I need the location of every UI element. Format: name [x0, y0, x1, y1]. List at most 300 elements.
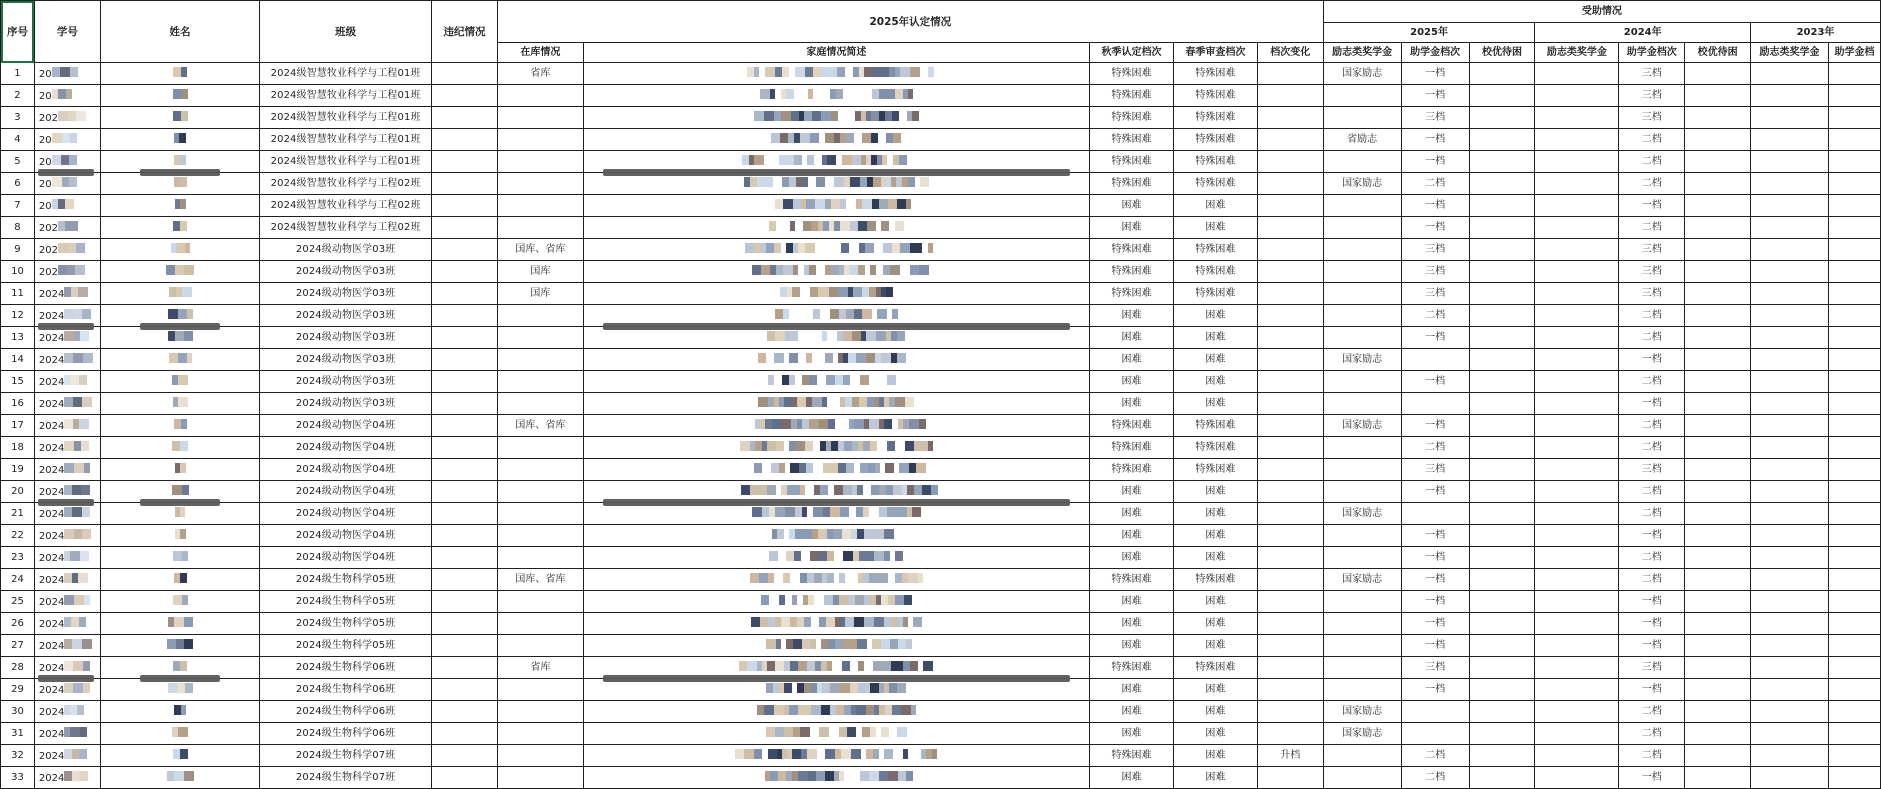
- cell-spring-level[interactable]: 困难: [1173, 327, 1257, 349]
- cell-seq[interactable]: 26: [1, 613, 35, 635]
- cell-2025-scholarship[interactable]: [1323, 283, 1401, 305]
- cell-spring-level[interactable]: 困难: [1173, 679, 1257, 701]
- table-row[interactable]: [1, 635, 1881, 657]
- cell-library-status[interactable]: 国库: [497, 283, 583, 305]
- cell-2023-grant-level[interactable]: [1828, 327, 1880, 349]
- cell-2024-scholarship[interactable]: [1535, 459, 1619, 481]
- cell-fall-level[interactable]: 困难: [1090, 195, 1174, 217]
- cell-fall-level[interactable]: 困难: [1090, 305, 1174, 327]
- cell-2024-scholarship[interactable]: [1535, 415, 1619, 437]
- cell-fall-level[interactable]: 困难: [1090, 679, 1174, 701]
- cell-discipline[interactable]: [432, 613, 498, 635]
- cell-level-change[interactable]: [1257, 635, 1323, 657]
- cell-2024-school-aid[interactable]: [1685, 723, 1751, 745]
- header-2025-scholarship[interactable]: 励志类奖学金: [1323, 43, 1401, 63]
- cell-class[interactable]: 2024级动物医学03班: [260, 327, 432, 349]
- cell-name[interactable]: [100, 283, 259, 305]
- cell-discipline[interactable]: [432, 349, 498, 371]
- cell-2025-grant-level[interactable]: 一档: [1401, 217, 1469, 239]
- table-row[interactable]: [1, 569, 1881, 591]
- cell-fall-level[interactable]: 困难: [1090, 723, 1174, 745]
- cell-2023-grant-level[interactable]: [1828, 657, 1880, 679]
- cell-2023-scholarship[interactable]: [1751, 151, 1829, 173]
- cell-2023-scholarship[interactable]: [1751, 371, 1829, 393]
- cell-library-status[interactable]: [497, 547, 583, 569]
- cell-family-description[interactable]: [583, 327, 1089, 349]
- cell-fall-level[interactable]: 困难: [1090, 481, 1174, 503]
- cell-library-status[interactable]: [497, 591, 583, 613]
- cell-2024-scholarship[interactable]: [1535, 283, 1619, 305]
- table-row[interactable]: [1, 371, 1881, 393]
- cell-2024-school-aid[interactable]: [1685, 217, 1751, 239]
- table-row[interactable]: [1, 701, 1881, 723]
- cell-discipline[interactable]: [432, 239, 498, 261]
- cell-name[interactable]: [100, 679, 259, 701]
- cell-discipline[interactable]: [432, 107, 498, 129]
- cell-2024-grant-level[interactable]: 一档: [1619, 349, 1685, 371]
- cell-library-status[interactable]: [497, 613, 583, 635]
- cell-class[interactable]: 2024级生物科学07班: [260, 745, 432, 767]
- cell-2025-school-aid[interactable]: [1469, 767, 1535, 789]
- cell-2025-grant-level[interactable]: 一档: [1401, 327, 1469, 349]
- cell-name[interactable]: [100, 107, 259, 129]
- cell-2024-scholarship[interactable]: [1535, 569, 1619, 591]
- cell-2025-school-aid[interactable]: [1469, 327, 1535, 349]
- cell-2023-scholarship[interactable]: [1751, 129, 1829, 151]
- cell-2024-scholarship[interactable]: [1535, 613, 1619, 635]
- cell-level-change[interactable]: [1257, 569, 1323, 591]
- cell-2023-grant-level[interactable]: [1828, 173, 1880, 195]
- cell-2025-grant-level[interactable]: 二档: [1401, 437, 1469, 459]
- cell-name[interactable]: [100, 503, 259, 525]
- cell-2024-school-aid[interactable]: [1685, 85, 1751, 107]
- cell-2025-school-aid[interactable]: [1469, 63, 1535, 85]
- cell-2025-scholarship[interactable]: [1323, 635, 1401, 657]
- cell-2025-grant-level[interactable]: [1401, 701, 1469, 723]
- cell-2025-grant-level[interactable]: [1401, 503, 1469, 525]
- cell-seq[interactable]: 13: [1, 327, 35, 349]
- cell-family-description[interactable]: [583, 63, 1089, 85]
- cell-2023-scholarship[interactable]: [1751, 85, 1829, 107]
- cell-2025-scholarship[interactable]: [1323, 393, 1401, 415]
- cell-class[interactable]: 2024级智慧牧业科学与工程01班: [260, 63, 432, 85]
- cell-student-id[interactable]: 20: [34, 151, 100, 173]
- cell-spring-level[interactable]: 困难: [1173, 547, 1257, 569]
- cell-library-status[interactable]: 国库、省库: [497, 569, 583, 591]
- cell-seq[interactable]: 22: [1, 525, 35, 547]
- cell-level-change[interactable]: [1257, 107, 1323, 129]
- cell-fall-level[interactable]: 特殊困难: [1090, 129, 1174, 151]
- cell-2024-school-aid[interactable]: [1685, 613, 1751, 635]
- cell-discipline[interactable]: [432, 327, 498, 349]
- cell-seq[interactable]: 2: [1, 85, 35, 107]
- cell-level-change[interactable]: [1257, 173, 1323, 195]
- cell-2025-school-aid[interactable]: [1469, 195, 1535, 217]
- cell-name[interactable]: [100, 613, 259, 635]
- cell-library-status[interactable]: [497, 217, 583, 239]
- header-2024-grant-level[interactable]: 助学金档次: [1619, 43, 1685, 63]
- cell-library-status[interactable]: [497, 701, 583, 723]
- cell-family-description[interactable]: [583, 173, 1089, 195]
- cell-2024-school-aid[interactable]: [1685, 261, 1751, 283]
- cell-2024-grant-level[interactable]: 三档: [1619, 459, 1685, 481]
- header-2024-school-aid[interactable]: 校优待困: [1685, 43, 1751, 63]
- cell-spring-level[interactable]: 特殊困难: [1173, 63, 1257, 85]
- cell-name[interactable]: [100, 63, 259, 85]
- cell-family-description[interactable]: [583, 217, 1089, 239]
- cell-2023-grant-level[interactable]: [1828, 591, 1880, 613]
- cell-2025-scholarship[interactable]: [1323, 657, 1401, 679]
- cell-class[interactable]: 2024级动物医学03班: [260, 371, 432, 393]
- cell-2025-scholarship[interactable]: 国家励志: [1323, 173, 1401, 195]
- header-level-change[interactable]: 档次变化: [1257, 43, 1323, 63]
- cell-2023-grant-level[interactable]: [1828, 371, 1880, 393]
- cell-2024-scholarship[interactable]: [1535, 195, 1619, 217]
- cell-student-id[interactable]: 2024: [34, 635, 100, 657]
- cell-family-description[interactable]: [583, 503, 1089, 525]
- cell-2024-school-aid[interactable]: [1685, 459, 1751, 481]
- cell-2025-grant-level[interactable]: 一档: [1401, 635, 1469, 657]
- cell-class[interactable]: 2024级动物医学04班: [260, 459, 432, 481]
- cell-2023-scholarship[interactable]: [1751, 283, 1829, 305]
- cell-2024-school-aid[interactable]: [1685, 371, 1751, 393]
- cell-2025-scholarship[interactable]: [1323, 195, 1401, 217]
- cell-2025-school-aid[interactable]: [1469, 547, 1535, 569]
- cell-2023-grant-level[interactable]: [1828, 217, 1880, 239]
- cell-class[interactable]: 2024级动物医学03班: [260, 261, 432, 283]
- header-2025-school-aid[interactable]: 校优待困: [1469, 43, 1535, 63]
- cell-spring-level[interactable]: 特殊困难: [1173, 459, 1257, 481]
- cell-library-status[interactable]: [497, 437, 583, 459]
- cell-family-description[interactable]: [583, 371, 1089, 393]
- cell-level-change[interactable]: [1257, 393, 1323, 415]
- cell-class[interactable]: 2024级生物科学06班: [260, 679, 432, 701]
- header-aid-group[interactable]: 受助情况: [1323, 1, 1880, 23]
- cell-fall-level[interactable]: 特殊困难: [1090, 151, 1174, 173]
- cell-class[interactable]: 2024级生物科学06班: [260, 657, 432, 679]
- cell-discipline[interactable]: [432, 151, 498, 173]
- cell-2024-scholarship[interactable]: [1535, 151, 1619, 173]
- cell-seq[interactable]: 10: [1, 261, 35, 283]
- cell-class[interactable]: 2024级生物科学05班: [260, 569, 432, 591]
- cell-family-description[interactable]: [583, 437, 1089, 459]
- cell-spring-level[interactable]: 特殊困难: [1173, 569, 1257, 591]
- cell-2023-scholarship[interactable]: [1751, 723, 1829, 745]
- cell-fall-level[interactable]: 特殊困难: [1090, 173, 1174, 195]
- cell-student-id[interactable]: 2024: [34, 745, 100, 767]
- cell-spring-level[interactable]: 困难: [1173, 613, 1257, 635]
- table-row[interactable]: [1, 129, 1881, 151]
- cell-2025-scholarship[interactable]: [1323, 437, 1401, 459]
- cell-2025-scholarship[interactable]: 国家励志: [1323, 503, 1401, 525]
- cell-class[interactable]: 2024级生物科学05班: [260, 591, 432, 613]
- cell-name[interactable]: [100, 195, 259, 217]
- cell-2024-grant-level[interactable]: 二档: [1619, 745, 1685, 767]
- header-year-2023[interactable]: 2023年: [1751, 23, 1881, 43]
- cell-discipline[interactable]: [432, 767, 498, 789]
- header-student-id[interactable]: 学号: [34, 1, 100, 63]
- cell-2024-grant-level[interactable]: 二档: [1619, 481, 1685, 503]
- cell-seq[interactable]: 6: [1, 173, 35, 195]
- cell-family-description[interactable]: [583, 635, 1089, 657]
- cell-2025-school-aid[interactable]: [1469, 415, 1535, 437]
- cell-level-change[interactable]: [1257, 767, 1323, 789]
- cell-2023-scholarship[interactable]: [1751, 217, 1829, 239]
- cell-fall-level[interactable]: 困难: [1090, 503, 1174, 525]
- cell-seq[interactable]: 11: [1, 283, 35, 305]
- cell-library-status[interactable]: [497, 745, 583, 767]
- cell-2024-school-aid[interactable]: [1685, 107, 1751, 129]
- table-row[interactable]: [1, 195, 1881, 217]
- cell-name[interactable]: [100, 349, 259, 371]
- cell-2025-scholarship[interactable]: [1323, 305, 1401, 327]
- cell-family-description[interactable]: [583, 525, 1089, 547]
- cell-2024-scholarship[interactable]: [1535, 525, 1619, 547]
- cell-spring-level[interactable]: 困难: [1173, 591, 1257, 613]
- cell-2024-grant-level[interactable]: 二档: [1619, 173, 1685, 195]
- cell-2024-grant-level[interactable]: 二档: [1619, 723, 1685, 745]
- cell-library-status[interactable]: [497, 679, 583, 701]
- cell-2024-school-aid[interactable]: [1685, 283, 1751, 305]
- cell-level-change[interactable]: [1257, 305, 1323, 327]
- cell-discipline[interactable]: [432, 547, 498, 569]
- cell-2025-school-aid[interactable]: [1469, 745, 1535, 767]
- cell-student-id[interactable]: 2024: [34, 459, 100, 481]
- cell-2023-scholarship[interactable]: [1751, 107, 1829, 129]
- cell-level-change[interactable]: [1257, 283, 1323, 305]
- table-row[interactable]: [1, 525, 1881, 547]
- cell-2023-grant-level[interactable]: [1828, 767, 1880, 789]
- cell-2024-scholarship[interactable]: [1535, 217, 1619, 239]
- cell-2024-scholarship[interactable]: [1535, 591, 1619, 613]
- cell-2024-school-aid[interactable]: [1685, 767, 1751, 789]
- cell-library-status[interactable]: [497, 525, 583, 547]
- cell-2024-grant-level[interactable]: 二档: [1619, 437, 1685, 459]
- cell-2024-grant-level[interactable]: 三档: [1619, 63, 1685, 85]
- cell-name[interactable]: [100, 569, 259, 591]
- cell-2024-scholarship[interactable]: [1535, 635, 1619, 657]
- cell-class[interactable]: 2024级生物科学06班: [260, 701, 432, 723]
- cell-library-status[interactable]: [497, 85, 583, 107]
- cell-seq[interactable]: 5: [1, 151, 35, 173]
- cell-name[interactable]: [100, 85, 259, 107]
- cell-discipline[interactable]: [432, 481, 498, 503]
- cell-2023-scholarship[interactable]: [1751, 415, 1829, 437]
- header-class[interactable]: 班级: [260, 1, 432, 63]
- cell-2024-scholarship[interactable]: [1535, 305, 1619, 327]
- cell-fall-level[interactable]: 困难: [1090, 591, 1174, 613]
- cell-2024-scholarship[interactable]: [1535, 701, 1619, 723]
- header-spring-level[interactable]: 春季审查档次: [1173, 43, 1257, 63]
- cell-2025-school-aid[interactable]: [1469, 305, 1535, 327]
- cell-2024-grant-level[interactable]: 二档: [1619, 503, 1685, 525]
- cell-2025-grant-level[interactable]: 三档: [1401, 459, 1469, 481]
- cell-2024-grant-level[interactable]: 二档: [1619, 569, 1685, 591]
- cell-2024-scholarship[interactable]: [1535, 481, 1619, 503]
- cell-2023-scholarship[interactable]: [1751, 525, 1829, 547]
- cell-2023-scholarship[interactable]: [1751, 195, 1829, 217]
- cell-2025-scholarship[interactable]: 省励志: [1323, 129, 1401, 151]
- cell-library-status[interactable]: 国库、省库: [497, 415, 583, 437]
- cell-class[interactable]: 2024级生物科学06班: [260, 723, 432, 745]
- cell-discipline[interactable]: [432, 591, 498, 613]
- cell-fall-level[interactable]: 困难: [1090, 635, 1174, 657]
- cell-2024-school-aid[interactable]: [1685, 239, 1751, 261]
- cell-2025-grant-level[interactable]: 一档: [1401, 481, 1469, 503]
- cell-2024-scholarship[interactable]: [1535, 261, 1619, 283]
- cell-2023-scholarship[interactable]: [1751, 481, 1829, 503]
- cell-2024-scholarship[interactable]: [1535, 349, 1619, 371]
- cell-name[interactable]: [100, 701, 259, 723]
- cell-2024-school-aid[interactable]: [1685, 393, 1751, 415]
- cell-discipline[interactable]: [432, 305, 498, 327]
- cell-discipline[interactable]: [432, 173, 498, 195]
- table-row[interactable]: [1, 459, 1881, 481]
- cell-level-change[interactable]: [1257, 503, 1323, 525]
- cell-2025-school-aid[interactable]: [1469, 393, 1535, 415]
- cell-2024-grant-level[interactable]: 三档: [1619, 239, 1685, 261]
- cell-2025-scholarship[interactable]: [1323, 547, 1401, 569]
- cell-student-id[interactable]: 2024: [34, 547, 100, 569]
- cell-2024-school-aid[interactable]: [1685, 635, 1751, 657]
- cell-family-description[interactable]: [583, 415, 1089, 437]
- header-2024-scholarship[interactable]: 励志类奖学金: [1535, 43, 1619, 63]
- cell-2025-grant-level[interactable]: 一档: [1401, 591, 1469, 613]
- cell-name[interactable]: [100, 327, 259, 349]
- table-row[interactable]: [1, 349, 1881, 371]
- cell-2025-scholarship[interactable]: [1323, 327, 1401, 349]
- cell-2023-scholarship[interactable]: [1751, 437, 1829, 459]
- cell-2024-school-aid[interactable]: [1685, 503, 1751, 525]
- cell-2023-grant-level[interactable]: [1828, 261, 1880, 283]
- cell-family-description[interactable]: [583, 745, 1089, 767]
- cell-2025-grant-level[interactable]: 一档: [1401, 195, 1469, 217]
- cell-library-status[interactable]: 国库: [497, 261, 583, 283]
- cell-2024-school-aid[interactable]: [1685, 173, 1751, 195]
- cell-name[interactable]: [100, 393, 259, 415]
- cell-seq[interactable]: 33: [1, 767, 35, 789]
- cell-2025-grant-level[interactable]: 一档: [1401, 547, 1469, 569]
- cell-class[interactable]: 2024级动物医学03班: [260, 283, 432, 305]
- table-row[interactable]: [1, 503, 1881, 525]
- cell-student-id[interactable]: 2024: [34, 723, 100, 745]
- cell-spring-level[interactable]: 特殊困难: [1173, 261, 1257, 283]
- header-year-2024[interactable]: 2024年: [1535, 23, 1751, 43]
- cell-2025-grant-level[interactable]: 三档: [1401, 261, 1469, 283]
- cell-fall-level[interactable]: 特殊困难: [1090, 283, 1174, 305]
- cell-spring-level[interactable]: 困难: [1173, 635, 1257, 657]
- cell-library-status[interactable]: [497, 481, 583, 503]
- cell-spring-level[interactable]: 困难: [1173, 723, 1257, 745]
- cell-2025-grant-level[interactable]: [1401, 393, 1469, 415]
- cell-seq[interactable]: 21: [1, 503, 35, 525]
- cell-discipline[interactable]: [432, 63, 498, 85]
- cell-level-change[interactable]: 升档: [1257, 745, 1323, 767]
- cell-2025-scholarship[interactable]: [1323, 371, 1401, 393]
- cell-spring-level[interactable]: 困难: [1173, 525, 1257, 547]
- cell-2025-grant-level[interactable]: 三档: [1401, 657, 1469, 679]
- cell-library-status[interactable]: [497, 723, 583, 745]
- cell-level-change[interactable]: [1257, 657, 1323, 679]
- cell-student-id[interactable]: 2024: [34, 415, 100, 437]
- cell-class[interactable]: 2024级动物医学04班: [260, 547, 432, 569]
- header-fall-level[interactable]: 秋季认定档次: [1090, 43, 1174, 63]
- cell-2024-scholarship[interactable]: [1535, 657, 1619, 679]
- cell-2025-scholarship[interactable]: [1323, 261, 1401, 283]
- cell-2025-school-aid[interactable]: [1469, 657, 1535, 679]
- cell-family-description[interactable]: [583, 283, 1089, 305]
- cell-2023-scholarship[interactable]: [1751, 173, 1829, 195]
- cell-2025-grant-level[interactable]: 一档: [1401, 569, 1469, 591]
- cell-2024-grant-level[interactable]: 二档: [1619, 305, 1685, 327]
- cell-2023-scholarship[interactable]: [1751, 745, 1829, 767]
- cell-fall-level[interactable]: 特殊困难: [1090, 63, 1174, 85]
- cell-2023-grant-level[interactable]: [1828, 613, 1880, 635]
- cell-discipline[interactable]: [432, 415, 498, 437]
- cell-2024-grant-level[interactable]: 三档: [1619, 283, 1685, 305]
- cell-2025-scholarship[interactable]: [1323, 745, 1401, 767]
- cell-class[interactable]: 2024级动物医学03班: [260, 393, 432, 415]
- cell-2025-school-aid[interactable]: [1469, 679, 1535, 701]
- cell-discipline[interactable]: [432, 459, 498, 481]
- cell-family-description[interactable]: [583, 459, 1089, 481]
- cell-2025-grant-level[interactable]: [1401, 723, 1469, 745]
- cell-spring-level[interactable]: 特殊困难: [1173, 415, 1257, 437]
- cell-library-status[interactable]: [497, 503, 583, 525]
- cell-level-change[interactable]: [1257, 151, 1323, 173]
- cell-spring-level[interactable]: 困难: [1173, 745, 1257, 767]
- cell-2023-grant-level[interactable]: [1828, 129, 1880, 151]
- cell-discipline[interactable]: [432, 217, 498, 239]
- cell-name[interactable]: [100, 261, 259, 283]
- cell-2024-grant-level[interactable]: 一档: [1619, 591, 1685, 613]
- cell-name[interactable]: [100, 371, 259, 393]
- cell-2023-grant-level[interactable]: [1828, 503, 1880, 525]
- cell-name[interactable]: [100, 239, 259, 261]
- cell-2024-school-aid[interactable]: [1685, 591, 1751, 613]
- cell-2024-grant-level[interactable]: 一档: [1619, 767, 1685, 789]
- cell-2025-grant-level[interactable]: 一档: [1401, 415, 1469, 437]
- cell-fall-level[interactable]: 特殊困难: [1090, 745, 1174, 767]
- table-row[interactable]: [1, 437, 1881, 459]
- cell-2025-scholarship[interactable]: 国家励志: [1323, 63, 1401, 85]
- cell-family-description[interactable]: [583, 679, 1089, 701]
- table-row[interactable]: [1, 547, 1881, 569]
- cell-seq[interactable]: 19: [1, 459, 35, 481]
- cell-2024-school-aid[interactable]: [1685, 305, 1751, 327]
- cell-class[interactable]: 2024级生物科学05班: [260, 613, 432, 635]
- cell-2024-school-aid[interactable]: [1685, 657, 1751, 679]
- cell-2024-school-aid[interactable]: [1685, 415, 1751, 437]
- cell-2025-school-aid[interactable]: [1469, 459, 1535, 481]
- cell-library-status[interactable]: [497, 173, 583, 195]
- cell-student-id[interactable]: 20: [34, 173, 100, 195]
- cell-name[interactable]: [100, 129, 259, 151]
- cell-2023-grant-level[interactable]: [1828, 437, 1880, 459]
- cell-2025-school-aid[interactable]: [1469, 437, 1535, 459]
- cell-2024-grant-level[interactable]: 三档: [1619, 657, 1685, 679]
- cell-discipline[interactable]: [432, 723, 498, 745]
- cell-name[interactable]: [100, 635, 259, 657]
- cell-level-change[interactable]: [1257, 63, 1323, 85]
- cell-spring-level[interactable]: 特殊困难: [1173, 151, 1257, 173]
- cell-2025-school-aid[interactable]: [1469, 569, 1535, 591]
- cell-2025-grant-level[interactable]: 一档: [1401, 151, 1469, 173]
- cell-student-id[interactable]: 20: [34, 195, 100, 217]
- cell-student-id[interactable]: 2024: [34, 481, 100, 503]
- cell-2023-grant-level[interactable]: [1828, 393, 1880, 415]
- cell-family-description[interactable]: [583, 569, 1089, 591]
